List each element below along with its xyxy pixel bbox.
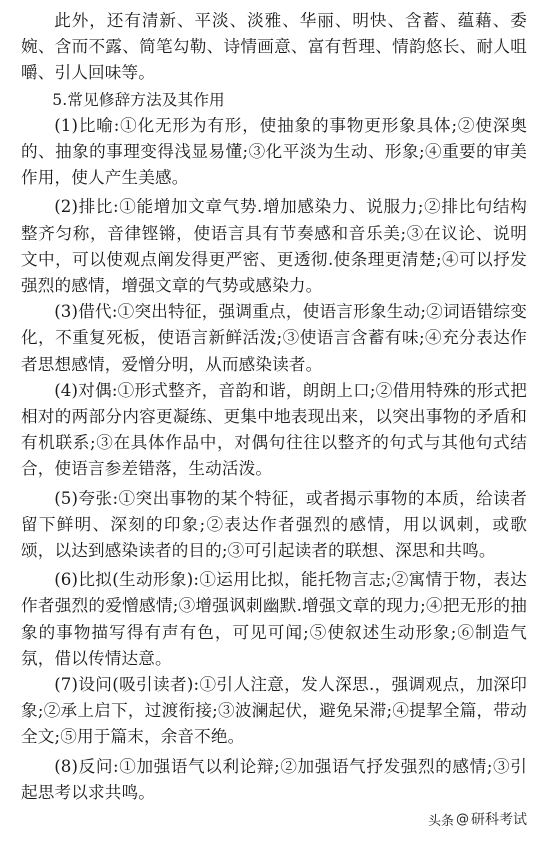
paragraph-styles-list: 此外，还有清新、平淡、淡雅、华丽、明快、含蓄、蕴藉、委婉、含而不露、简笔勾勒、诗情画意、富有哲理、情韵悠长、耐人咀嚼、引人回味等。	[21, 11, 527, 83]
watermark	[428, 809, 527, 829]
paragraph-metaphor: (1)比喻:①化无形为有形，使抽象的事物更形象具体;②使深奥的、抽象的事理变得浅显易懂;③化平淡为生动、形象;④重要的审美作用，使人产生美感。	[21, 115, 527, 188]
paragraph-antithesis: (4)对偶:①形式整齐，音韵和谐，朗朗上口;②借用特殊的形式把相对的两部分内容更凝练、更集中地表现出来，以突出事物的矛盾和有机联系;③在具体作品中，对偶句往往以整齐的句式与其他句式结合，使语言参差错落，生动活泼。	[21, 380, 527, 479]
paragraph-counter-question: (8)反问:①加强语气以利论辩;②加强语气抒发强烈的感情;③引起思考以求共鸣。	[21, 756, 527, 802]
paragraph-personification: (6)比拟(生动形象):①运用比拟，能托物言志;②寓情于物，表达作者强烈的爱憎感情;③增强讽刺幽默.增强文章的现力;④把无形的抽象的事物描写得有声有色，可见可闻;⑤使叙述生动形象;⑥制造气氛，借以传情达意。	[21, 570, 527, 668]
paragraph-hyperbole: (5)夸张:①突出事物的某个特征，或者揭示事物的本质，给读者留下鲜明、深刻的印象;②表达作者强烈的感情，用以讽刺，或歌颂，以达到感染读者的目的;③可引起读者的联想、深思和共鸣。	[21, 488, 527, 561]
watermark-separator: @	[456, 811, 469, 827]
watermark-source: 头条	[427, 813, 454, 829]
paragraph-rhetorical-question: (7)设问(吸引读者):①引人注意，发人深思.，强调观点，加深印象;②承上启下，过渡衔接;③波澜起伏，避免呆滞;④提挈全篇，带动全文;⑤用于篇末，余音不绝。	[21, 675, 527, 747]
paragraph-parallelism: (2)排比:①能增加文章气势.增加感染力、说服力;②排比句结构整齐匀称，音律铿锵，使语言具有节奏感和音乐美;③在议论、说明文中，可以使观点阐发得更严密、更透彻.使条理更清楚;④可以抒发强烈的感情，增强文章的气势或感染力。	[21, 197, 527, 296]
watermark-account: 研科考试	[471, 812, 527, 828]
section-heading-rhetoric: 5.常见修辞方法及其作用	[52, 90, 225, 109]
paragraph-metonymy: (3)借代:①突出特征，强调重点，使语言形象生动;②词语错综变化，不重复死板，使语言新鲜活泼;③使语言含蓄有味;④充分表达作者思想感情，爱憎分明，从而感染读者。	[21, 302, 527, 374]
